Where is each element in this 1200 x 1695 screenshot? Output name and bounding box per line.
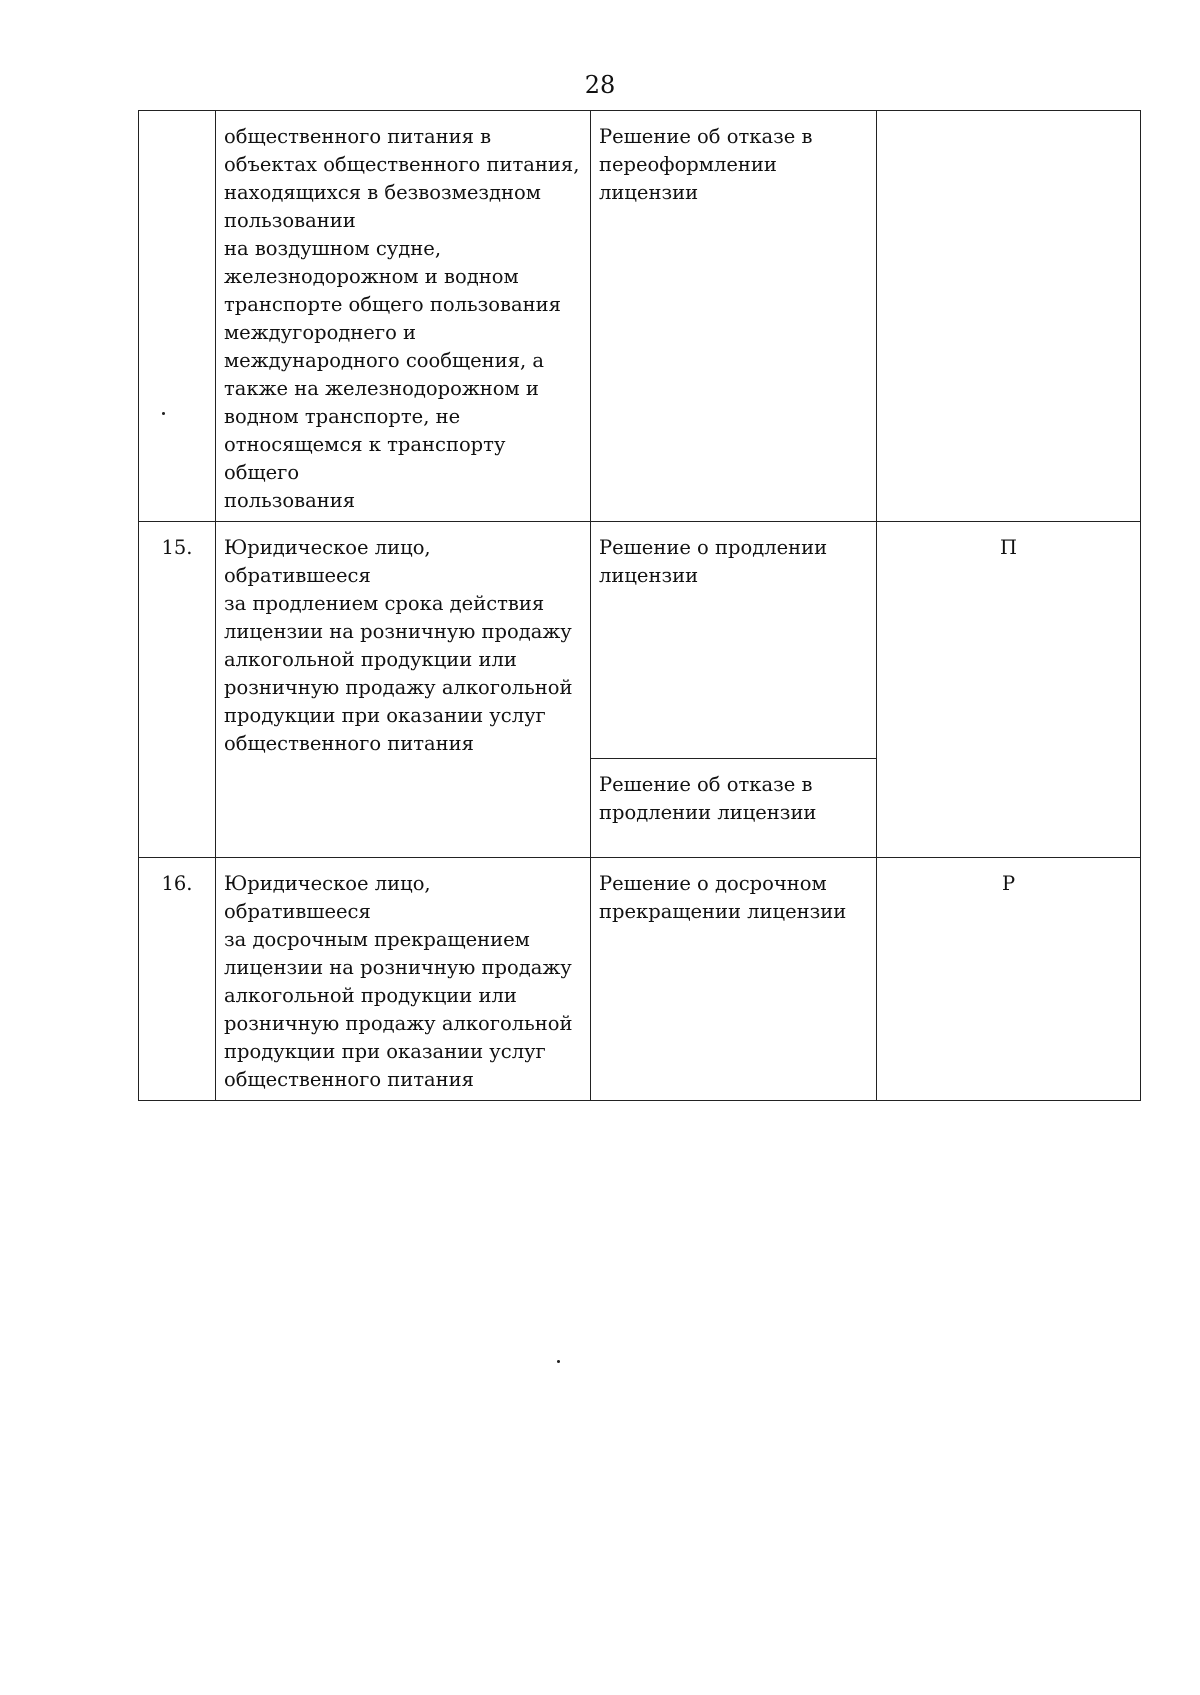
table-row xyxy=(139,522,1141,759)
scan-speck xyxy=(557,1360,560,1363)
row-number: 15. xyxy=(161,536,193,559)
decision-cell xyxy=(591,759,877,858)
applicant-text: Юридическое лицо, обратившееся за досрочным прекращением лицензии на розничную продажу алкогольной продукции или розничную продажу алкогольной продукции при оказании услуг общественного питания xyxy=(224,872,573,1091)
scan-speck xyxy=(162,412,165,415)
applicant-cell xyxy=(216,858,591,1101)
page-number: 28 xyxy=(584,71,616,99)
decision-cell xyxy=(591,522,877,759)
row-number: 16. xyxy=(161,872,193,895)
applicant-text: Юридическое лицо, обратившееся за продлением срока действия лицензии на розничную продажу алкогольной продукции или розничную продажу алкогольной продукции при оказании услуг общественного питания xyxy=(224,536,573,755)
row-number-cell xyxy=(139,111,216,522)
code-cell xyxy=(877,111,1141,522)
code-cell xyxy=(877,858,1141,1101)
code-cell xyxy=(877,522,1141,858)
table-row xyxy=(139,111,1141,522)
applicant-cell xyxy=(216,522,591,858)
applicant-text: общественного питания в объектах общественного питания, находящихся в безвозмездном пользовании на воздушном судне, железнодорожном и водном транспорте общего пользования междугороднего и международного сообщения, а также на железнодорожном и водном транспорте, не относящемся к транспорту общего пользования xyxy=(224,125,580,512)
decision-text: Решение о досрочном прекращении лицензии xyxy=(599,872,847,923)
code-text: Р xyxy=(1001,872,1016,895)
row-number-cell xyxy=(139,858,216,1101)
decision-cell xyxy=(591,858,877,1101)
row-number-cell xyxy=(139,522,216,858)
applicant-cell xyxy=(216,111,591,522)
decision-text: Решение о продлении лицензии xyxy=(599,536,828,587)
table-row xyxy=(139,858,1141,1101)
decision-cell xyxy=(591,111,877,522)
decision-text: Решение об отказе в продлении лицензии xyxy=(599,773,817,824)
licensing-table xyxy=(138,110,1141,1101)
decision-text: Решение об отказе в переоформлении лицензии xyxy=(599,125,813,204)
code-text: П xyxy=(999,536,1017,559)
